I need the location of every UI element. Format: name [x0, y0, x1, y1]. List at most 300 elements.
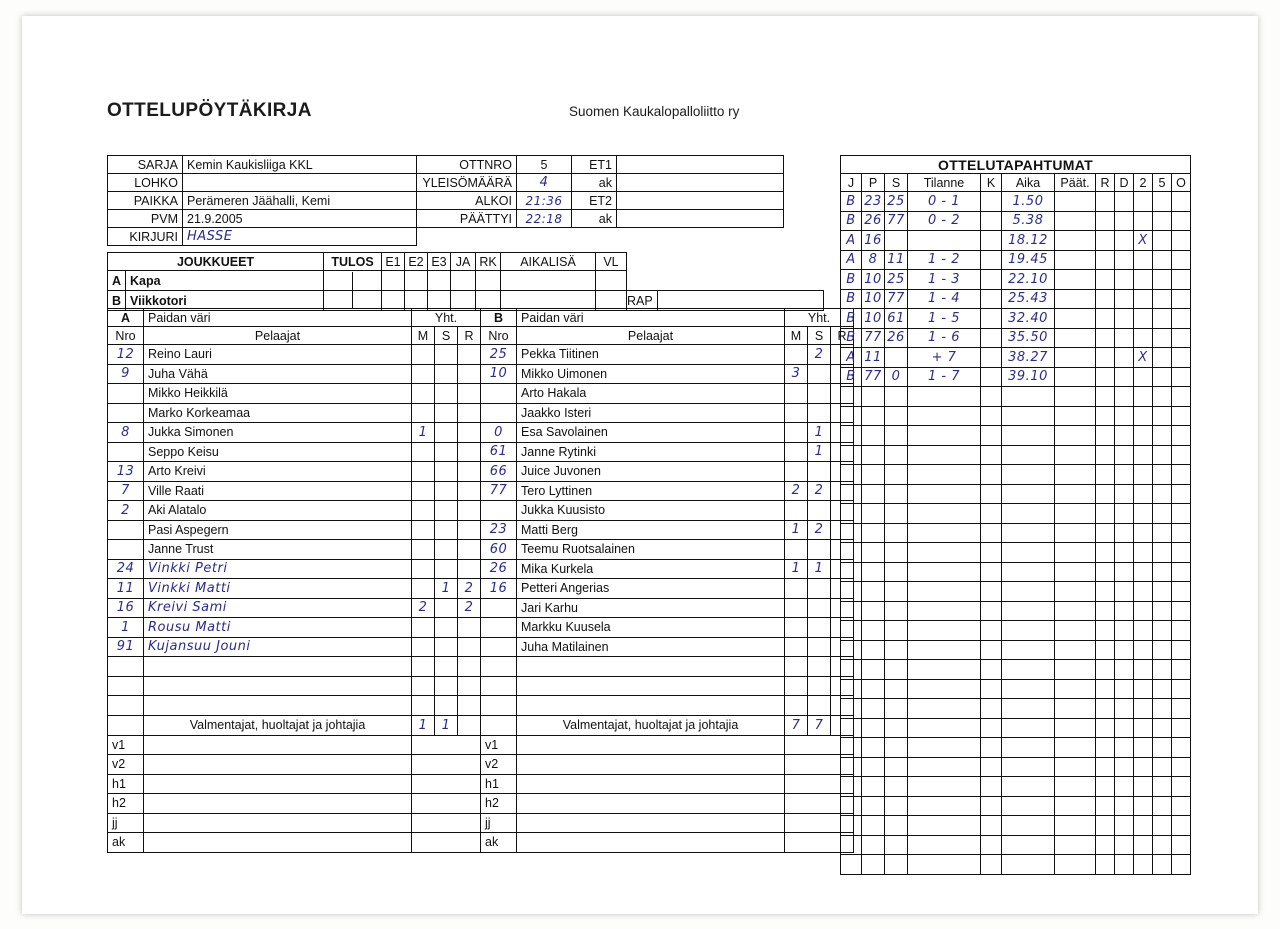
- event-d[interactable]: [1115, 445, 1134, 465]
- event-paat[interactable]: [1055, 679, 1096, 699]
- event-r[interactable]: [1096, 367, 1115, 387]
- player-number-a[interactable]: 91: [108, 637, 144, 657]
- official-name-a[interactable]: [144, 813, 412, 833]
- event-p[interactable]: [862, 465, 885, 485]
- event-c2[interactable]: [1134, 484, 1153, 504]
- event-c5[interactable]: [1153, 601, 1172, 621]
- event-c2[interactable]: [1134, 679, 1153, 699]
- roster-a-shirt-label[interactable]: Paidan väri: [144, 309, 412, 327]
- event-j[interactable]: [841, 855, 862, 875]
- player-m-b[interactable]: [785, 345, 808, 365]
- player-s-a[interactable]: [435, 559, 458, 579]
- player-name-a[interactable]: Mikko Heikkilä: [144, 384, 412, 404]
- event-paat[interactable]: [1055, 367, 1096, 387]
- rk-a[interactable]: [476, 271, 501, 291]
- event-s[interactable]: [885, 484, 908, 504]
- event-j[interactable]: [841, 640, 862, 660]
- event-tilanne[interactable]: + 7: [908, 348, 981, 368]
- event-s[interactable]: [885, 445, 908, 465]
- event-p[interactable]: [862, 718, 885, 738]
- event-tilanne[interactable]: [908, 523, 981, 543]
- player-r-a[interactable]: [458, 442, 481, 462]
- player-number-a[interactable]: [108, 442, 144, 462]
- event-aika[interactable]: [1002, 679, 1055, 699]
- event-s[interactable]: [885, 777, 908, 797]
- event-p[interactable]: [862, 484, 885, 504]
- event-p[interactable]: [862, 757, 885, 777]
- event-aika[interactable]: [1002, 699, 1055, 719]
- player-number-a[interactable]: 16: [108, 598, 144, 618]
- event-o[interactable]: [1172, 406, 1191, 426]
- event-tilanne[interactable]: [908, 387, 981, 407]
- official-name-b[interactable]: [517, 794, 785, 814]
- event-paat[interactable]: [1055, 426, 1096, 446]
- player-number-b[interactable]: [481, 657, 517, 677]
- event-p[interactable]: [862, 796, 885, 816]
- event-tilanne[interactable]: [908, 231, 981, 251]
- player-number-b[interactable]: 23: [481, 520, 517, 540]
- event-paat[interactable]: [1055, 231, 1096, 251]
- player-m-a[interactable]: [412, 540, 435, 560]
- event-d[interactable]: [1115, 328, 1134, 348]
- player-r-a[interactable]: [458, 657, 481, 677]
- player-s-b[interactable]: [808, 462, 831, 482]
- event-d[interactable]: [1115, 211, 1134, 231]
- event-c5[interactable]: [1153, 328, 1172, 348]
- event-c2[interactable]: [1134, 211, 1153, 231]
- player-r-a[interactable]: [458, 423, 481, 443]
- event-tilanne[interactable]: [908, 796, 981, 816]
- event-j[interactable]: [841, 504, 862, 524]
- value-et1[interactable]: [617, 156, 784, 174]
- player-m-b[interactable]: [785, 637, 808, 657]
- event-s[interactable]: [885, 231, 908, 251]
- event-c2[interactable]: [1134, 601, 1153, 621]
- event-p[interactable]: [862, 621, 885, 641]
- player-m-a[interactable]: [412, 696, 435, 716]
- event-paat[interactable]: [1055, 289, 1096, 309]
- player-number-b[interactable]: 10: [481, 364, 517, 384]
- player-m-b[interactable]: [785, 598, 808, 618]
- event-r[interactable]: [1096, 250, 1115, 270]
- event-d[interactable]: [1115, 367, 1134, 387]
- event-c5[interactable]: [1153, 718, 1172, 738]
- event-k[interactable]: [981, 718, 1002, 738]
- event-s[interactable]: 0: [885, 367, 908, 387]
- event-j[interactable]: [841, 679, 862, 699]
- event-aika[interactable]: [1002, 582, 1055, 602]
- event-c5[interactable]: [1153, 250, 1172, 270]
- player-name-b[interactable]: Esa Savolainen: [517, 423, 785, 443]
- player-s-a[interactable]: [435, 540, 458, 560]
- player-number-a[interactable]: [108, 384, 144, 404]
- event-tilanne[interactable]: [908, 445, 981, 465]
- event-aika[interactable]: 19.45: [1002, 250, 1055, 270]
- event-k[interactable]: [981, 504, 1002, 524]
- player-m-b[interactable]: 1: [785, 559, 808, 579]
- event-tilanne[interactable]: [908, 777, 981, 797]
- player-s-b[interactable]: [808, 696, 831, 716]
- event-p[interactable]: [862, 504, 885, 524]
- event-p[interactable]: 10: [862, 270, 885, 290]
- event-c2[interactable]: [1134, 387, 1153, 407]
- event-c5[interactable]: [1153, 562, 1172, 582]
- event-tilanne[interactable]: [908, 699, 981, 719]
- event-o[interactable]: [1172, 699, 1191, 719]
- event-p[interactable]: [862, 679, 885, 699]
- event-d[interactable]: [1115, 777, 1134, 797]
- event-paat[interactable]: [1055, 816, 1096, 836]
- player-name-b[interactable]: Mikko Uimonen: [517, 364, 785, 384]
- event-j[interactable]: A: [841, 231, 862, 251]
- player-name-b[interactable]: Juice Juvonen: [517, 462, 785, 482]
- event-paat[interactable]: [1055, 562, 1096, 582]
- event-paat[interactable]: [1055, 387, 1096, 407]
- event-k[interactable]: [981, 192, 1002, 212]
- event-d[interactable]: [1115, 543, 1134, 563]
- event-d[interactable]: [1115, 406, 1134, 426]
- event-k[interactable]: [981, 309, 1002, 329]
- event-p[interactable]: [862, 445, 885, 465]
- event-d[interactable]: [1115, 562, 1134, 582]
- event-r[interactable]: [1096, 679, 1115, 699]
- event-r[interactable]: [1096, 426, 1115, 446]
- player-number-b[interactable]: 77: [481, 481, 517, 501]
- event-c5[interactable]: [1153, 738, 1172, 758]
- event-paat[interactable]: [1055, 192, 1096, 212]
- event-aika[interactable]: [1002, 718, 1055, 738]
- player-m-b[interactable]: [785, 384, 808, 404]
- event-paat[interactable]: [1055, 445, 1096, 465]
- event-aika[interactable]: [1002, 757, 1055, 777]
- player-s-b[interactable]: 1: [808, 442, 831, 462]
- player-name-b[interactable]: Petteri Angerias: [517, 579, 785, 599]
- event-c2[interactable]: [1134, 777, 1153, 797]
- event-tilanne[interactable]: [908, 484, 981, 504]
- event-r[interactable]: [1096, 777, 1115, 797]
- player-s-b[interactable]: 2: [808, 481, 831, 501]
- event-r[interactable]: [1096, 387, 1115, 407]
- event-p[interactable]: [862, 816, 885, 836]
- event-p[interactable]: [862, 582, 885, 602]
- player-number-b[interactable]: [481, 403, 517, 423]
- event-p[interactable]: [862, 777, 885, 797]
- e1-a[interactable]: [382, 271, 405, 291]
- event-tilanne[interactable]: [908, 543, 981, 563]
- event-p[interactable]: 77: [862, 367, 885, 387]
- player-s-a[interactable]: [435, 384, 458, 404]
- player-name-b[interactable]: Tero Lyttinen: [517, 481, 785, 501]
- event-tilanne[interactable]: [908, 738, 981, 758]
- player-m-a[interactable]: 1: [412, 423, 435, 443]
- player-name-a[interactable]: [144, 676, 412, 696]
- event-o[interactable]: [1172, 523, 1191, 543]
- player-name-b[interactable]: Janne Rytinki: [517, 442, 785, 462]
- event-c2[interactable]: X: [1134, 231, 1153, 251]
- event-s[interactable]: [885, 738, 908, 758]
- event-tilanne[interactable]: 1 - 5: [908, 309, 981, 329]
- player-m-a[interactable]: [412, 442, 435, 462]
- player-name-b[interactable]: Pekka Tiitinen: [517, 345, 785, 365]
- player-s-b[interactable]: 2: [808, 345, 831, 365]
- event-c5[interactable]: [1153, 640, 1172, 660]
- player-s-a[interactable]: [435, 618, 458, 638]
- player-s-b[interactable]: [808, 618, 831, 638]
- event-o[interactable]: [1172, 367, 1191, 387]
- event-aika[interactable]: [1002, 523, 1055, 543]
- value-paikka[interactable]: Perämeren Jäähalli, Kemi: [183, 192, 417, 210]
- player-name-a[interactable]: Ville Raati: [144, 481, 412, 501]
- event-p[interactable]: 11: [862, 348, 885, 368]
- player-s-a[interactable]: [435, 423, 458, 443]
- player-number-b[interactable]: 16: [481, 579, 517, 599]
- player-number-b[interactable]: 0: [481, 423, 517, 443]
- event-s[interactable]: [885, 816, 908, 836]
- player-m-b[interactable]: [785, 423, 808, 443]
- event-o[interactable]: [1172, 387, 1191, 407]
- event-c5[interactable]: [1153, 484, 1172, 504]
- event-k[interactable]: [981, 738, 1002, 758]
- event-j[interactable]: [841, 835, 862, 855]
- event-paat[interactable]: [1055, 738, 1096, 758]
- event-p[interactable]: 16: [862, 231, 885, 251]
- event-d[interactable]: [1115, 250, 1134, 270]
- event-d[interactable]: [1115, 192, 1134, 212]
- event-j[interactable]: [841, 387, 862, 407]
- player-number-a[interactable]: [108, 676, 144, 696]
- event-d[interactable]: [1115, 309, 1134, 329]
- event-paat[interactable]: [1055, 835, 1096, 855]
- event-o[interactable]: [1172, 445, 1191, 465]
- event-c5[interactable]: [1153, 835, 1172, 855]
- event-tilanne[interactable]: [908, 679, 981, 699]
- official-name-b[interactable]: [517, 774, 785, 794]
- event-s[interactable]: [885, 660, 908, 680]
- event-p[interactable]: 77: [862, 328, 885, 348]
- player-name-b[interactable]: Markku Kuusela: [517, 618, 785, 638]
- player-number-a[interactable]: [108, 540, 144, 560]
- event-aika[interactable]: 25.43: [1002, 289, 1055, 309]
- player-number-a[interactable]: 1: [108, 618, 144, 638]
- event-paat[interactable]: [1055, 757, 1096, 777]
- event-c2[interactable]: [1134, 816, 1153, 836]
- player-name-a[interactable]: [144, 657, 412, 677]
- vl-a[interactable]: [596, 271, 627, 291]
- player-r-a[interactable]: [458, 540, 481, 560]
- event-c2[interactable]: [1134, 660, 1153, 680]
- event-o[interactable]: [1172, 796, 1191, 816]
- event-c2[interactable]: [1134, 582, 1153, 602]
- player-m-a[interactable]: [412, 637, 435, 657]
- event-c2[interactable]: [1134, 309, 1153, 329]
- event-c2[interactable]: [1134, 796, 1153, 816]
- event-r[interactable]: [1096, 211, 1115, 231]
- player-m-b[interactable]: [785, 579, 808, 599]
- official-name-a[interactable]: [144, 833, 412, 853]
- event-k[interactable]: [981, 289, 1002, 309]
- event-d[interactable]: [1115, 640, 1134, 660]
- player-s-a[interactable]: [435, 657, 458, 677]
- event-d[interactable]: [1115, 718, 1134, 738]
- event-p[interactable]: 26: [862, 211, 885, 231]
- event-aika[interactable]: 32.40: [1002, 309, 1055, 329]
- event-c5[interactable]: [1153, 231, 1172, 251]
- player-m-a[interactable]: [412, 501, 435, 521]
- player-number-a[interactable]: 9: [108, 364, 144, 384]
- player-m-b[interactable]: [785, 676, 808, 696]
- event-c5[interactable]: [1153, 777, 1172, 797]
- event-c2[interactable]: [1134, 504, 1153, 524]
- player-r-a[interactable]: [458, 462, 481, 482]
- event-tilanne[interactable]: 1 - 6: [908, 328, 981, 348]
- player-number-b[interactable]: 61: [481, 442, 517, 462]
- event-o[interactable]: [1172, 270, 1191, 290]
- event-c5[interactable]: [1153, 543, 1172, 563]
- event-o[interactable]: [1172, 231, 1191, 251]
- event-o[interactable]: [1172, 738, 1191, 758]
- event-tilanne[interactable]: [908, 757, 981, 777]
- event-p[interactable]: [862, 406, 885, 426]
- official-name-b[interactable]: [517, 813, 785, 833]
- event-d[interactable]: [1115, 855, 1134, 875]
- player-name-a[interactable]: Vinkki Matti: [144, 579, 412, 599]
- event-d[interactable]: [1115, 679, 1134, 699]
- player-m-b[interactable]: [785, 540, 808, 560]
- official-name-a[interactable]: [144, 755, 412, 775]
- event-o[interactable]: [1172, 816, 1191, 836]
- player-s-b[interactable]: 1: [808, 423, 831, 443]
- event-j[interactable]: A: [841, 250, 862, 270]
- value-paattyi[interactable]: 22:18: [517, 210, 572, 228]
- value-sarja[interactable]: Kemin Kaukisliiga KKL: [183, 156, 417, 174]
- event-p[interactable]: [862, 699, 885, 719]
- event-j[interactable]: [841, 543, 862, 563]
- player-m-a[interactable]: [412, 403, 435, 423]
- event-k[interactable]: [981, 348, 1002, 368]
- event-r[interactable]: [1096, 484, 1115, 504]
- event-c2[interactable]: [1134, 406, 1153, 426]
- player-m-b[interactable]: [785, 618, 808, 638]
- event-d[interactable]: [1115, 465, 1134, 485]
- event-j[interactable]: [841, 445, 862, 465]
- event-aika[interactable]: 5.38: [1002, 211, 1055, 231]
- event-paat[interactable]: [1055, 601, 1096, 621]
- player-s-a[interactable]: [435, 520, 458, 540]
- event-tilanne[interactable]: 1 - 2: [908, 250, 981, 270]
- event-r[interactable]: [1096, 757, 1115, 777]
- player-name-a[interactable]: Aki Alatalo: [144, 501, 412, 521]
- player-name-b[interactable]: Matti Berg: [517, 520, 785, 540]
- player-name-a[interactable]: Janne Trust: [144, 540, 412, 560]
- event-c2[interactable]: [1134, 621, 1153, 641]
- coach-a-r[interactable]: [458, 715, 481, 735]
- event-j[interactable]: [841, 523, 862, 543]
- event-s[interactable]: [885, 621, 908, 641]
- player-s-a[interactable]: [435, 403, 458, 423]
- value-ak-2[interactable]: [617, 210, 784, 228]
- player-s-b[interactable]: 2: [808, 520, 831, 540]
- event-k[interactable]: [981, 621, 1002, 641]
- event-s[interactable]: [885, 543, 908, 563]
- event-c2[interactable]: [1134, 445, 1153, 465]
- player-number-a[interactable]: [108, 696, 144, 716]
- player-number-a[interactable]: 12: [108, 345, 144, 365]
- event-j[interactable]: B: [841, 367, 862, 387]
- player-s-a[interactable]: [435, 442, 458, 462]
- player-m-a[interactable]: [412, 384, 435, 404]
- event-d[interactable]: [1115, 796, 1134, 816]
- coach-b-m[interactable]: 7: [785, 715, 808, 735]
- player-name-b[interactable]: Jari Karhu: [517, 598, 785, 618]
- event-paat[interactable]: [1055, 718, 1096, 738]
- event-paat[interactable]: [1055, 504, 1096, 524]
- player-number-b[interactable]: [481, 598, 517, 618]
- player-number-b[interactable]: [481, 637, 517, 657]
- event-c5[interactable]: [1153, 445, 1172, 465]
- event-aika[interactable]: 1.50: [1002, 192, 1055, 212]
- event-paat[interactable]: [1055, 465, 1096, 485]
- event-paat[interactable]: [1055, 855, 1096, 875]
- event-c5[interactable]: [1153, 387, 1172, 407]
- event-o[interactable]: [1172, 582, 1191, 602]
- value-ottnro[interactable]: 5: [517, 156, 572, 174]
- event-c5[interactable]: [1153, 660, 1172, 680]
- event-c5[interactable]: [1153, 504, 1172, 524]
- event-o[interactable]: [1172, 621, 1191, 641]
- event-r[interactable]: [1096, 504, 1115, 524]
- event-aika[interactable]: [1002, 601, 1055, 621]
- event-aika[interactable]: 35.50: [1002, 328, 1055, 348]
- event-r[interactable]: [1096, 309, 1115, 329]
- event-paat[interactable]: [1055, 621, 1096, 641]
- event-s[interactable]: [885, 855, 908, 875]
- event-p[interactable]: [862, 523, 885, 543]
- event-d[interactable]: [1115, 348, 1134, 368]
- event-d[interactable]: [1115, 504, 1134, 524]
- player-s-a[interactable]: [435, 481, 458, 501]
- event-aika[interactable]: [1002, 640, 1055, 660]
- event-p[interactable]: [862, 543, 885, 563]
- event-r[interactable]: [1096, 835, 1115, 855]
- event-c2[interactable]: [1134, 367, 1153, 387]
- player-name-a[interactable]: Kreivi Sami: [144, 598, 412, 618]
- player-s-a[interactable]: [435, 637, 458, 657]
- player-number-b[interactable]: [481, 384, 517, 404]
- event-o[interactable]: [1172, 679, 1191, 699]
- event-o[interactable]: [1172, 465, 1191, 485]
- event-tilanne[interactable]: [908, 406, 981, 426]
- player-number-b[interactable]: [481, 676, 517, 696]
- player-name-a[interactable]: Vinkki Petri: [144, 559, 412, 579]
- event-j[interactable]: [841, 582, 862, 602]
- ja-a[interactable]: [451, 271, 476, 291]
- player-number-a[interactable]: [108, 520, 144, 540]
- coach-a-s[interactable]: 1: [435, 715, 458, 735]
- event-k[interactable]: [981, 543, 1002, 563]
- event-d[interactable]: [1115, 270, 1134, 290]
- event-j[interactable]: [841, 660, 862, 680]
- event-aika[interactable]: [1002, 426, 1055, 446]
- event-k[interactable]: [981, 387, 1002, 407]
- event-tilanne[interactable]: [908, 562, 981, 582]
- player-m-b[interactable]: 2: [785, 481, 808, 501]
- event-o[interactable]: [1172, 660, 1191, 680]
- event-c2[interactable]: [1134, 250, 1153, 270]
- event-o[interactable]: [1172, 640, 1191, 660]
- event-o[interactable]: [1172, 309, 1191, 329]
- player-r-a[interactable]: 2: [458, 579, 481, 599]
- event-r[interactable]: [1096, 465, 1115, 485]
